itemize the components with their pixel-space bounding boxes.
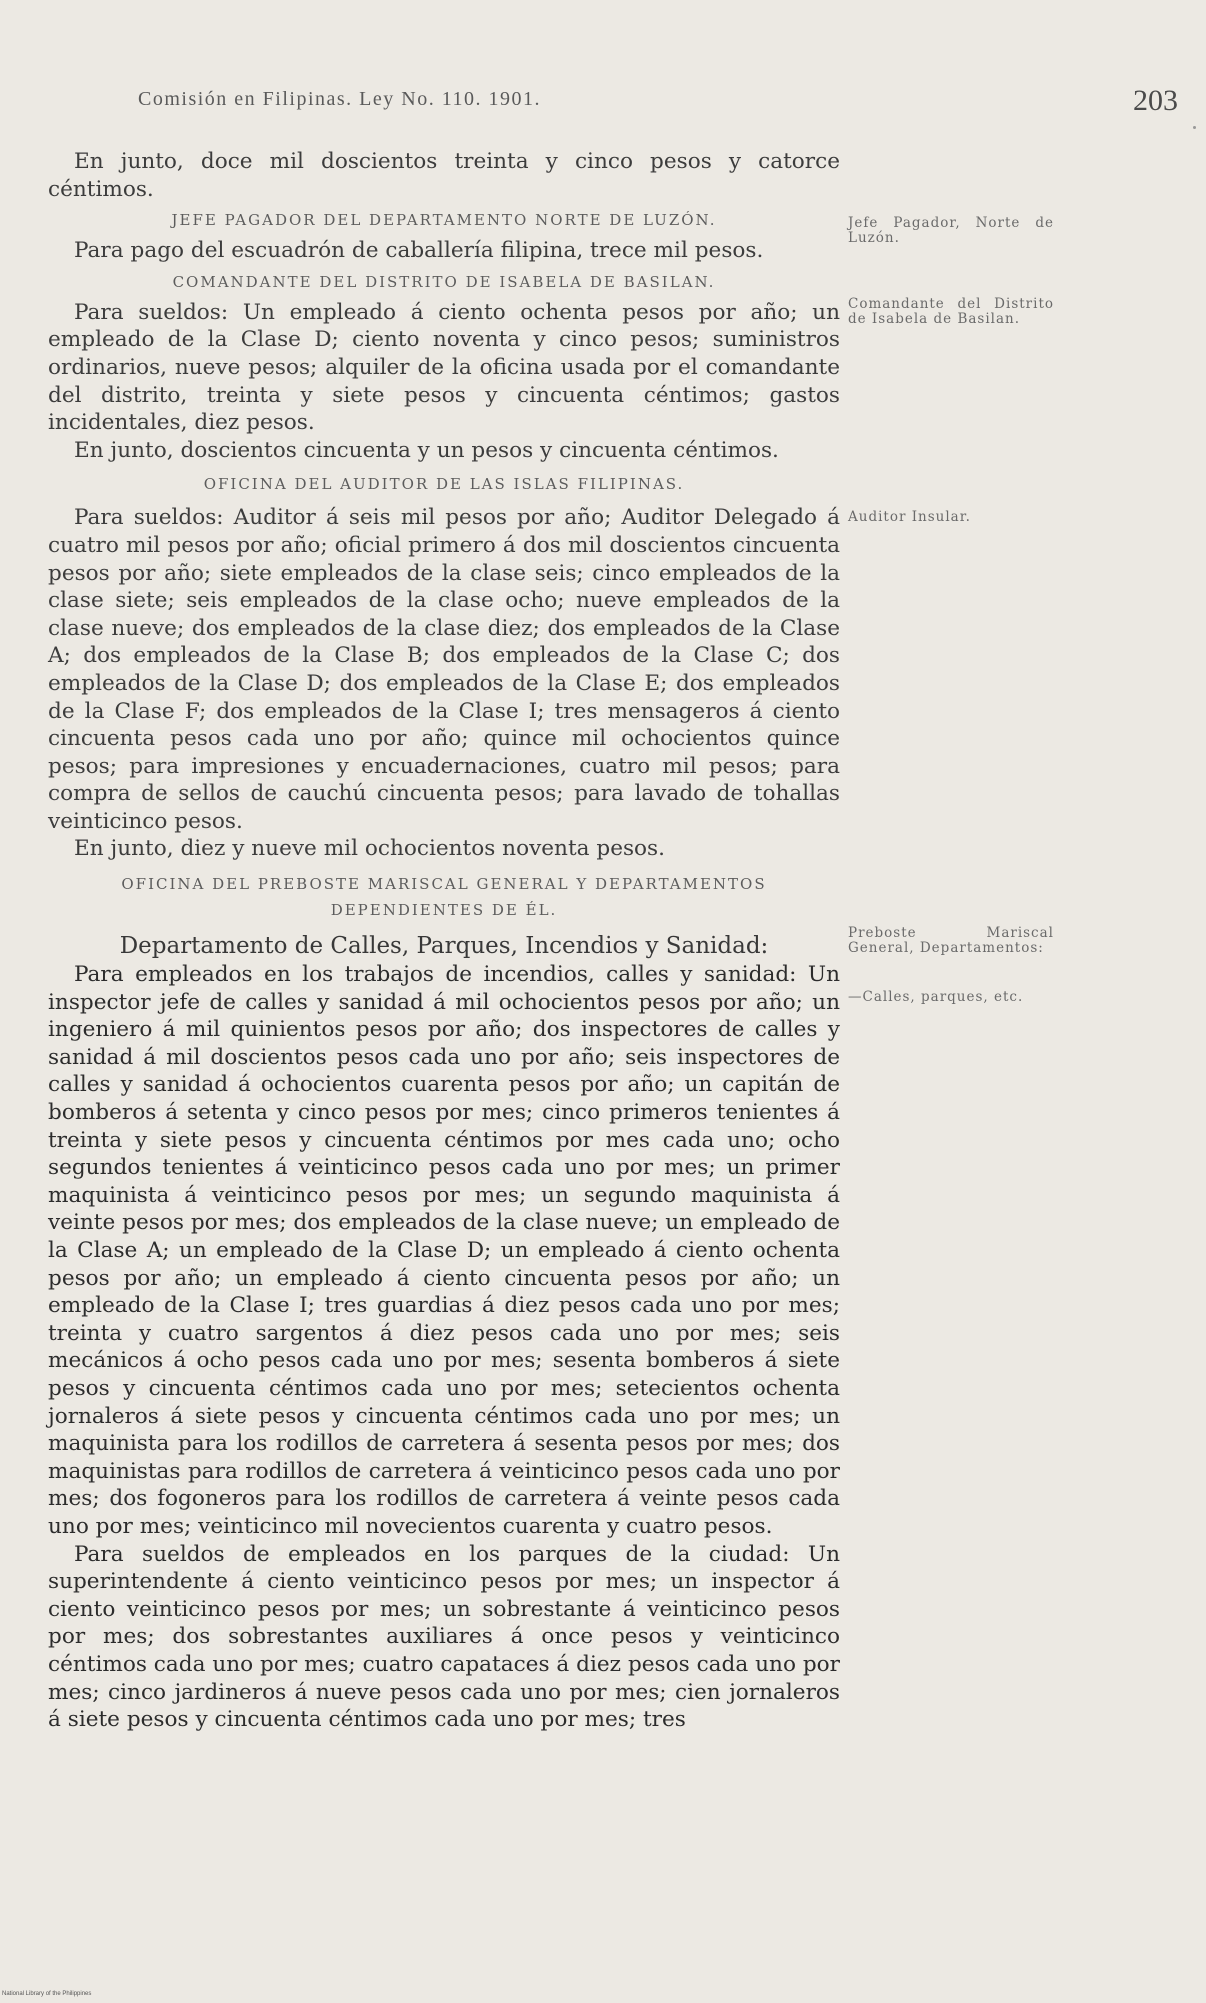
section-heading-preboste-line2: DEPENDIENTES DE ÉL. (330, 901, 558, 920)
main-text (48, 148, 840, 1734)
running-title: Comisión en Filipinas. Ley No. 110. 1901. (138, 88, 541, 110)
margin-note-comandante: Comandante del Distrito de Isabela de Basilan. (848, 296, 1054, 327)
section-heading-auditor: OFICINA DEL AUDITOR DE LAS ISLAS FILIPINAS. (203, 475, 685, 494)
paper-speck (1193, 126, 1196, 129)
footer-credit: National Library of the Philippines (2, 1991, 92, 1997)
paragraph-sueldos-auditor: Para sueldos: Auditor á seis mil pesos por año; Auditor Delegado á cuatro mil pesos por año; oficial primero á dos mil doscientos cincuenta pesos por año; siete empleados de la clase seis; cinco empleados de la clase siete; seis empleados de la clase ocho; nueve empleados de la clase nueve; dos empleados de la clase diez; dos empleados de la Clase A; dos empleados de la Clase B; dos empleados de la Clase C; dos empleados de la Clase D; dos empleados de la Clase E; dos empleados de la Clase F; dos empleados de la Clase I; tres mensageros á ciento cincuenta pesos cada uno por año; quince mil ochocientos quince pesos; para impresiones y encuadernaciones, cuatro mil pesos; para compra de sellos de cauchú cincuenta pesos; para lavado de tohallas veinticinco pesos. (48, 505, 840, 834)
section-heading-jefe-pagador: JEFE PAGADOR DEL DEPARTAMENTO NORTE DE LUZÓN. (171, 211, 717, 230)
page-number: 203 (1133, 84, 1178, 117)
section-heading-preboste (48, 871, 840, 923)
margin-note-preboste: Preboste Mariscal General, Departamentos: (848, 925, 1054, 956)
paragraph-caballeria: Para pago del escuadrón de caballería filipina, trece mil pesos. (74, 238, 764, 264)
paragraph-total-1: En junto, doce mil doscientos treinta y cinco pesos y catorce céntimos. (48, 149, 840, 202)
section-heading-preboste-line1: OFICINA DEL PREBOSTE MARISCAL GENERAL Y DEPARTAMENTOS (121, 875, 767, 894)
dark-text-block (48, 961, 840, 1734)
paragraph-empleados-parques: Para sueldos de empleados en los parques de la ciudad: Un superintendente á ciento veinticinco pesos por mes; un inspector á ciento veinticinco pesos por mes; un sobrestante á veinticinco pesos por mes; dos sobrestantes auxiliares á once pesos y veinticinco céntimos cada uno por mes; cuatro capataces á diez pesos cada uno por mes; cinco jardineros á nueve pesos cada uno por mes; cien jornaleros á siete pesos y cincuenta céntimos cada uno por mes; tres (48, 1541, 840, 1733)
paragraph-empleados-incendios: Para empleados en los trabajos de incendios, calles y sanidad: Un inspector jefe de calles y sanidad á mil ochocientos pesos por año; un ingeniero á mil quinientos pesos por año; dos inspectores de calles y sanidad á mil doscientos pesos cada uno por año; seis inspectores de calles y sanidad á ochocientos cuarenta pesos por año; un capitán de bomberos á setenta y cinco pesos por mes; cinco primeros tenientes á treinta y siete pesos y cincuenta céntimos por mes cada uno; ocho segundos tenientes á veinticinco pesos cada uno por mes; un primer maquinista á veinticinco pesos por mes; un segundo maquinista á veinte pesos por mes; dos empleados de la clase nueve; un empleado de la Clase A; un empleado de la Clase D; un empleado á ciento ochenta pesos por año; un empleado á ciento cincuenta pesos por año; un empleado de la Clase I; tres guardias á diez pesos cada uno por mes; treinta y cuatro sargentos á diez pesos cada uno por mes; seis mecánicos á ocho pesos cada uno por mes; sesenta bomberos á siete pesos y cincuenta céntimos cada uno por mes; setecientos ochenta jornaleros á siete pesos y cincuenta céntimos cada uno por mes; un maquinista para los rodillos de carretera á sesenta pesos por mes; dos maquinistas para rodillos de carretera á veinticinco pesos cada uno por mes; dos fogoneros para los rodillos de carretera á veinte pesos cada uno por mes; veinticinco mil novecientos cuarenta y cuatro pesos. (48, 962, 840, 1539)
paragraph-sueldos-basilan: Para sueldos: Un empleado á ciento ochenta pesos por año; un empleado de la Clase D; ciento noventa y cinco pesos; suministros ordinarios, nueve pesos; alquiler de la oficina usada por el comandante del distrito, treinta y siete pesos y cincuenta céntimos; gastos incidentales, diez pesos. (48, 299, 840, 436)
subsection-heading-calles: Departamento de Calles, Parques, Incendios y Sanidad: (119, 933, 769, 960)
paragraph-total-3: En junto, diez y nueve mil ochocientos noventa pesos. (74, 836, 666, 862)
paragraph-total-2: En junto, doscientos cincuenta y un pesos y cincuenta céntimos. (74, 437, 779, 463)
section-heading-comandante: COMANDANTE DEL DISTRITO DE ISABELA DE BASILAN. (172, 272, 716, 291)
margin-note-calles: —Calles, parques, etc. (848, 989, 1024, 1005)
margin-note-jefe-pagador: Jefe Pagador, Norte de Luzón. (848, 215, 1054, 246)
margin-note-auditor: Auditor Insular. (848, 509, 971, 525)
